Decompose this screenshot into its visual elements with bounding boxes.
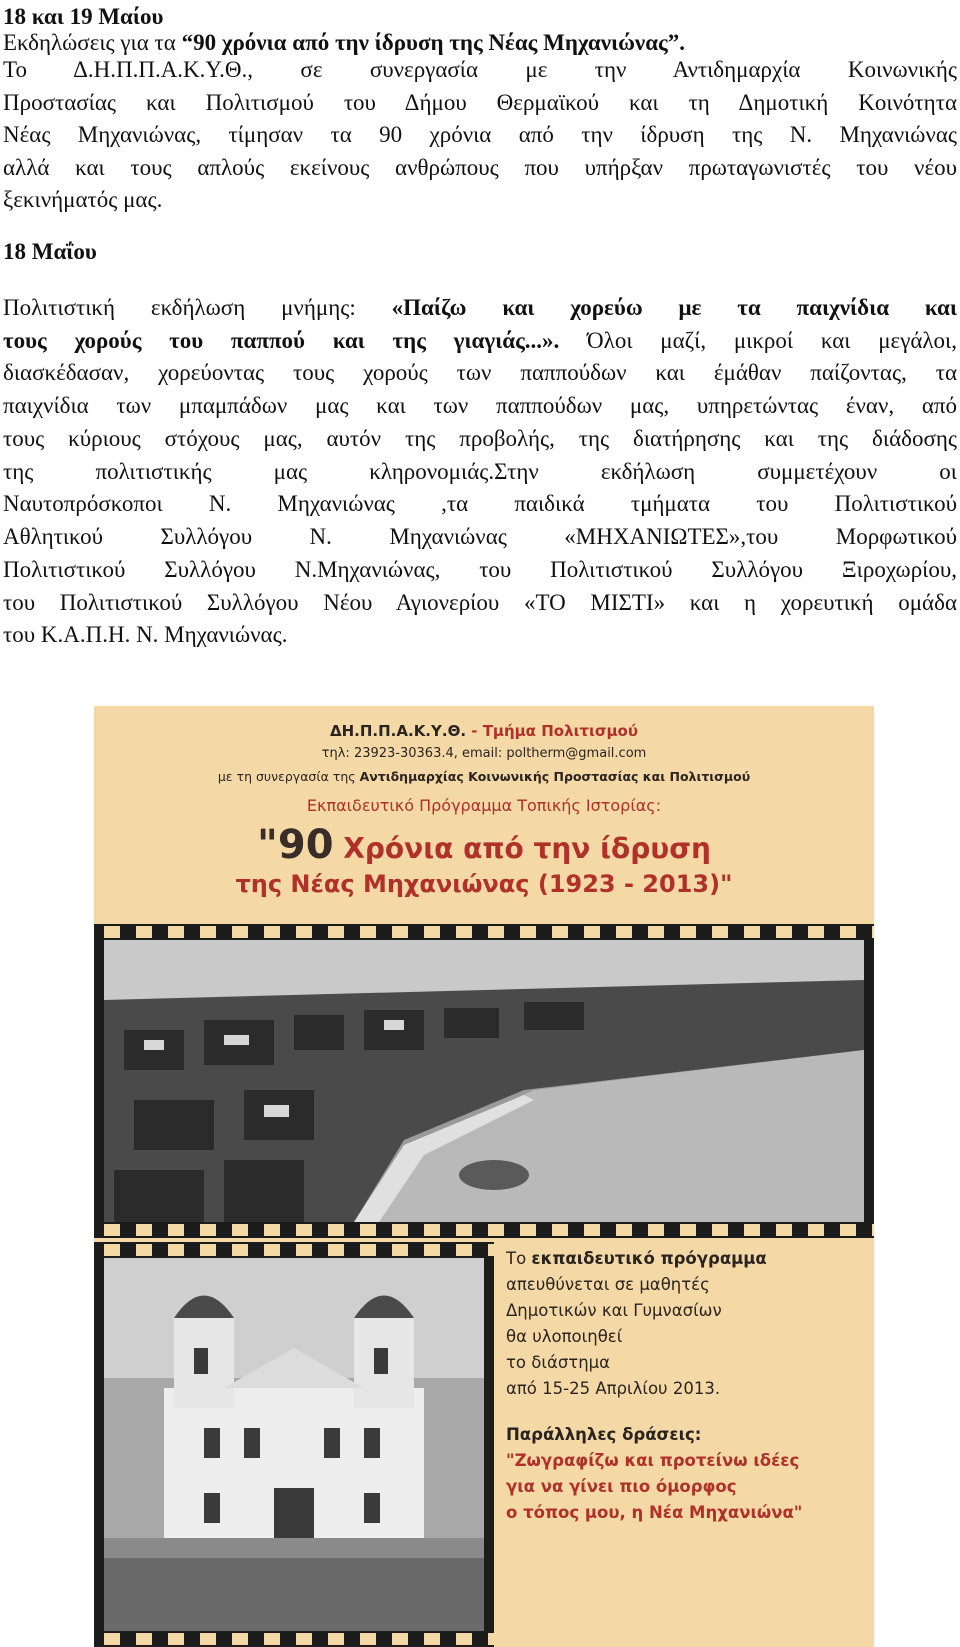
filmstrip-bottom — [94, 1242, 494, 1647]
event-line-1-start: Πολιτιστική εκδήλωση μνήμης: — [3, 295, 392, 320]
intro-line-5: ξεκινήματός μας. — [3, 187, 163, 212]
event-line-6: της πολιτιστικής μας κληρονομιάς.Στην εκδήλωση συμμετέχουν οι — [3, 459, 957, 484]
event-line-10: του Πολιτιστικού Συλλόγου Νέου Αγιονερίου «ΤΟ ΜΙΣΤΙ» και η χορευτική ομάδα — [3, 590, 957, 615]
film-perforations-top-2 — [94, 1244, 494, 1256]
poster-info-lead: Το — [506, 1249, 532, 1268]
heading-day: 18 Μαΐου — [3, 239, 97, 264]
poster-activity-line-3: ο τόπος μου, η Νέα Μηχανιώνα" — [506, 1503, 803, 1522]
poster-contact: τηλ: 23923-30363.4, email: poltherm@gmail.com — [321, 746, 647, 761]
film-perforations-bottom-2 — [94, 1633, 494, 1645]
church-photo — [104, 1258, 484, 1631]
intro-lead: Εκδηλώσεις για τα — [3, 30, 182, 55]
intro-lead-title: “90 χρόνια από την ίδρυση της Νέας Μηχανιώνας”. — [181, 30, 685, 55]
poster-coop-lead: με τη συνεργασία της — [217, 769, 360, 784]
event-title-part-2: τους χορούς του παππού και της γιαγιάς...». — [3, 328, 560, 353]
event-line-11: του Κ.Α.Π.Η. Ν. Μηχανιώνας. — [3, 622, 288, 647]
event-line-3: διασκέδασαν, χορεύοντας τους χορούς των παππούδων και έμάθαν παίζοντας, τα — [3, 360, 957, 385]
poster-info-line-4: θα υλοποιηθεί — [506, 1327, 623, 1346]
intro-line-2: Προστασίας και Πολιτισμού του Δήμου Θερμαϊκού και τη Δημοτική Κοινότητα — [3, 90, 957, 115]
poster-info-block — [506, 1246, 866, 1526]
intro-line-3: Νέας Μηχανιώνας, τίμησαν τα 90 χρόνια από την ίδρυση της Ν. Μηχανιώνας — [3, 122, 957, 147]
harbor-photo-art — [104, 940, 864, 1222]
poster-coop — [94, 769, 874, 784]
church-photo-art — [104, 1258, 484, 1631]
event-title-part-1: «Παίζω και χορεύω με τα παιχνίδια και — [391, 295, 957, 320]
poster-info-line-6: από 15-25 Απριλίου 2013. — [506, 1379, 721, 1398]
film-perforations-top — [94, 926, 874, 938]
poster-org-name: ΔΗ.Π.Π.Α.Κ.Υ.Θ. — [330, 722, 467, 740]
harbor-photo — [104, 940, 864, 1222]
event-line-9: Πολιτιστικού Συλλόγου Ν.Μηχανιώνας, του Πολιτιστικού Συλλόγου Ξιροχωρίου, — [3, 557, 957, 582]
poster-org — [94, 722, 874, 740]
poster-title-rest: Χρόνια από την ίδρυση — [333, 832, 711, 865]
event-line-2 — [3, 324, 957, 358]
poster-info-spacer — [506, 1402, 866, 1422]
poster-info-program: εκπαιδευτικό πρόγραμμα — [531, 1249, 767, 1268]
event-line-4: παιχνίδια των μπαμπάδων μας και των παππούδων μας, υπηρετώντας έναν, από — [3, 393, 957, 418]
poster-info-line-1 — [506, 1246, 866, 1272]
heading-dates: 18 και 19 Μαίου — [3, 4, 164, 29]
event-line-8: Αθλητικού Συλλόγου Ν. Μηχανιώνας «ΜΗΧΑΝΙΩΤΕΣ»,του Μορφωτικού — [3, 524, 957, 549]
poster-title-number: "90 — [257, 822, 334, 868]
poster-parallel-heading: Παράλληλες δράσεις: — [506, 1425, 702, 1444]
film-perforations-bottom — [94, 1224, 874, 1236]
poster-info-line-5: το διάστημα — [506, 1353, 611, 1372]
event-poster — [94, 706, 874, 1647]
poster-program: Εκπαιδευτικό Πρόγραμμα Τοπικής Ιστορίας: — [306, 796, 662, 815]
poster-org-dept: - Τμήμα Πολιτισμού — [466, 722, 638, 740]
poster-title-line-1 — [94, 822, 874, 868]
intro-line-1: Το Δ.Η.Π.Π.Α.Κ.Υ.Θ., σε συνεργασία με την Αντιδημαρχία Κοινωνικής — [3, 57, 957, 82]
event-line-2-rest: Όλοι μαζί, μικροί και μεγάλοι, — [559, 328, 957, 353]
event-line-5: τους κύριους στόχους μας, αυτόν της προβολής, της διατήρησης και της διάδοσης — [3, 426, 957, 451]
poster-activity-line-1: "Ζωγραφίζω και προτείνω ιδέες — [506, 1451, 800, 1470]
intro-line-4: αλλά και τους απλούς εκείνους ανθρώπους που υπήρξαν πρωταγωνιστές του νέου — [3, 155, 957, 180]
poster-info-line-3: Δημοτικών και Γυμνασίων — [506, 1301, 722, 1320]
poster-activity-line-2: για να γίνει πιο όμορφος — [506, 1477, 737, 1496]
filmstrip-top — [94, 924, 874, 1238]
poster-title-line-2: της Νέας Μηχανιώνας (1923 - 2013)" — [235, 870, 733, 898]
event-line-1 — [3, 291, 957, 325]
poster-info-line-2: απευθύνεται σε μαθητές — [506, 1275, 710, 1294]
event-line-7: Ναυτοπρόσκοποι Ν. Μηχανιώνας ,τα παιδικά τμήματα του Πολιτιστικού — [3, 491, 957, 516]
poster-coop-bold: Αντιδημαρχίας Κοινωνικής Προστασίας και Πολιτισμού — [359, 769, 751, 784]
